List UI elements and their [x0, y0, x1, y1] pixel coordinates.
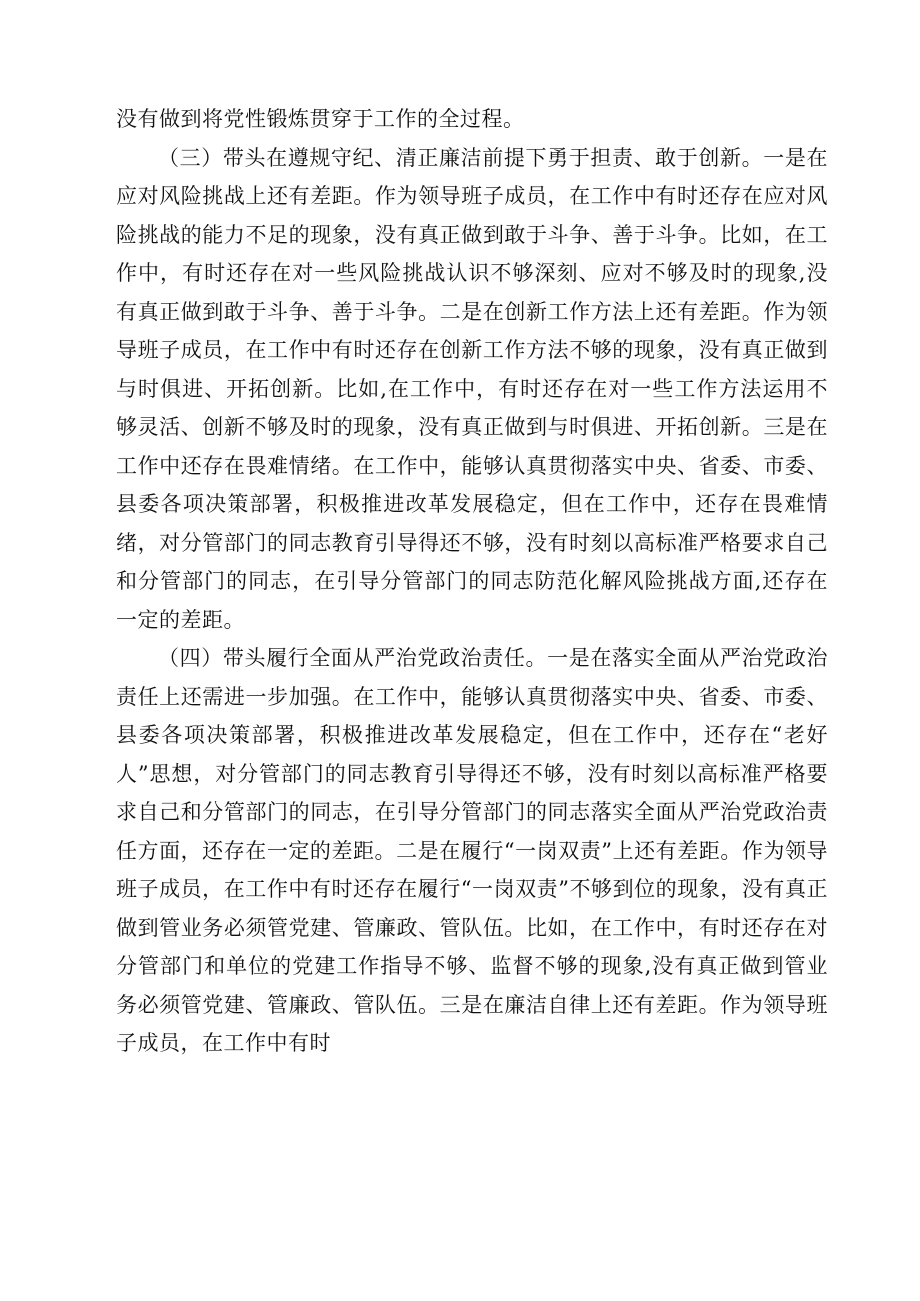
paragraph-section-four: （四）带头履行全面从严治党政治责任。一是在落实全面从严治党政治责任上还需进一步加强。在工作中，能够认真贯彻落实中央、省委、市委、县委各项决策部署，积极推进改革发展稳定，但在工作中，还存在“老好人”思想，对分管部门的同志教育引导得还不够，没有时刻以高标准严格要求自己和分管部门的同志，在引导分管部门的同志落实全面从严治党政治责任方面，还存在一定的差距。二是在履行“一岗双责”上还有差距。作为领导班子成员，在工作中有时还存在履行“一岗双责”不够到位的现象，没有真正做到管业务必须管党建、管廉政、管队伍。比如，在工作中，有时还存在对分管部门和单位的党建工作指导不够、监督不够的现象,没有真正做到管业务必须管党建、管廉政、管队伍。三是在廉洁自律上还有差距。作为领导班子成员，在工作中有时	[116, 646, 828, 1055]
paragraph-section-three: （三）带头在遵规守纪、清正廉洁前提下勇于担责、敢于创新。一是在应对风险挑战上还有差距。作为领导班子成员，在工作中有时还存在应对风险挑战的能力不足的现象，没有真正做到敢于斗争、善于斗争。比如，在工作中，有时还存在对一些风险挑战认识不够深刻、应对不够及时的现象,没有真正做到敢于斗争、善于斗争。二是在创新工作方法上还有差距。作为领导班子成员，在工作中有时还存在创新工作方法不够的现象，没有真正做到与时俱进、开拓创新。比如,在工作中，有时还存在对一些工作方法运用不够灵活、创新不够及时的现象，没有真正做到与时俱进、开拓创新。三是在工作中还存在畏难情绪。在工作中，能够认真贯彻落实中央、省委、市委、县委各项决策部署，积极推进改革发展稳定，但在工作中，还存在畏难情绪，对分管部门的同志教育引导得还不够，没有时刻以高标准严格要求自己和分管部门的同志，在引导分管部门的同志防范化解风险挑战方面,还存在一定的差距。	[116, 145, 828, 632]
paragraph-continuation: 没有做到将党性锻炼贯穿于工作的全过程。	[116, 107, 525, 131]
document-body	[116, 100, 828, 1063]
